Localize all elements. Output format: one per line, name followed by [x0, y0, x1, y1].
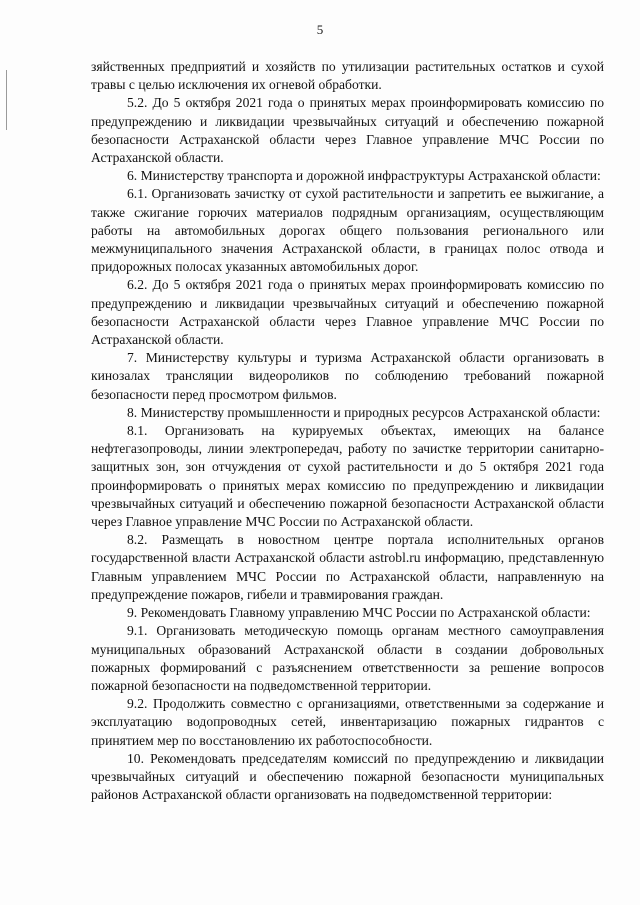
- scan-edge-mark: [6, 70, 7, 130]
- paragraph-8-1: 8.1. Организовать на курируемых объектах, имеющих на балансе нефтегазопроводы, линии электропередач, работу по зачистке территории санитарно-защитных зон, зон отчуждения от сухой растительности и до 5 октября 2021 года проинформировать о принятых мерах комиссию по предупреждению и ликвидации чрезвычайных ситуаций и обеспечению пожарной безопасности Астраханской области через Главное управление МЧС России по Астраханской области.: [91, 423, 604, 530]
- paragraph-9: 9. Рекомендовать Главному управлению МЧС России по Астраханской области:: [127, 605, 591, 621]
- paragraph-10: 10. Рекомендовать председателям комиссий по предупреждению и ликвидации чрезвычайных ситуаций и обеспечению пожарной безопасности муниципальных районов Астраханской области организовать на подведомственной территории:: [91, 750, 604, 803]
- paragraph-9-2: 9.2. Продолжить совместно с организациями, ответственными за содержание и эксплуатацию водопроводных сетей, инвентаризацию пожарных гидрантов с принятием мер по восстановлению их работоспособности.: [91, 696, 604, 748]
- paragraph-6-1: 6.1. Организовать зачистку от сухой растительности и запретить ее выжигание, а также сжигание горючих материалов подрядным организациям, осуществляющим работы на автомобильных дорогах общего пользования регионального или межмуниципального значения Астраханской области, в границах полос отвода и придорожных полосах указанных автомобильных дорог.: [91, 186, 604, 275]
- paragraph-6: 6. Министерству транспорта и дорожной инфраструктуры Астраханской области:: [127, 168, 601, 184]
- paragraph-continuation: зяйственных предприятий и хозяйств по утилизации растительных остатков и сухой травы с целью исключения их огневой обработки.: [91, 59, 604, 93]
- paragraph-5-2: 5.2. До 5 октября 2021 года о принятых мерах проинформировать комиссию по предупреждению и ликвидации чрезвычайных ситуаций и обеспечению пожарной безопасности Астраханской области через Главное управление МЧС России по Астраханской области.: [91, 95, 604, 166]
- page-number: 5: [316, 22, 324, 37]
- paragraph-8: 8. Министерству промышленности и природных ресурсов Астраханской области:: [127, 404, 601, 420]
- paragraph-6-2: 6.2. До 5 октября 2021 года о принятых мерах проинформировать комиссию по предупреждению и ликвидации чрезвычайных ситуаций и обеспечению пожарной безопасности Астраханской области через Главное управление МЧС России по Астраханской области.: [91, 277, 604, 348]
- paragraph-9-1: 9.1. Организовать методическую помощь органам местного самоуправления муниципальных образований Астраханской области в создании добровольных пожарных формирований с разъяснением ответственности за решение вопросов пожарной безопасности на подведомственной территории.: [91, 623, 604, 693]
- document-body: [91, 58, 604, 804]
- paragraph-8-2: 8.2. Размещать в новостном центре портала исполнительных органов государственной власти Астраханской области astrobl.ru информацию, представленную Главным управлением МЧС России по Астраханской области, направленную на предупреждение пожаров, гибели и травмирования граждан.: [91, 532, 604, 602]
- paragraph-7: 7. Министерству культуры и туризма Астраханской области организовать в кинозалах трансляции видеороликов по соблюдению требований пожарной безопасности перед просмотром фильмов.: [91, 350, 604, 402]
